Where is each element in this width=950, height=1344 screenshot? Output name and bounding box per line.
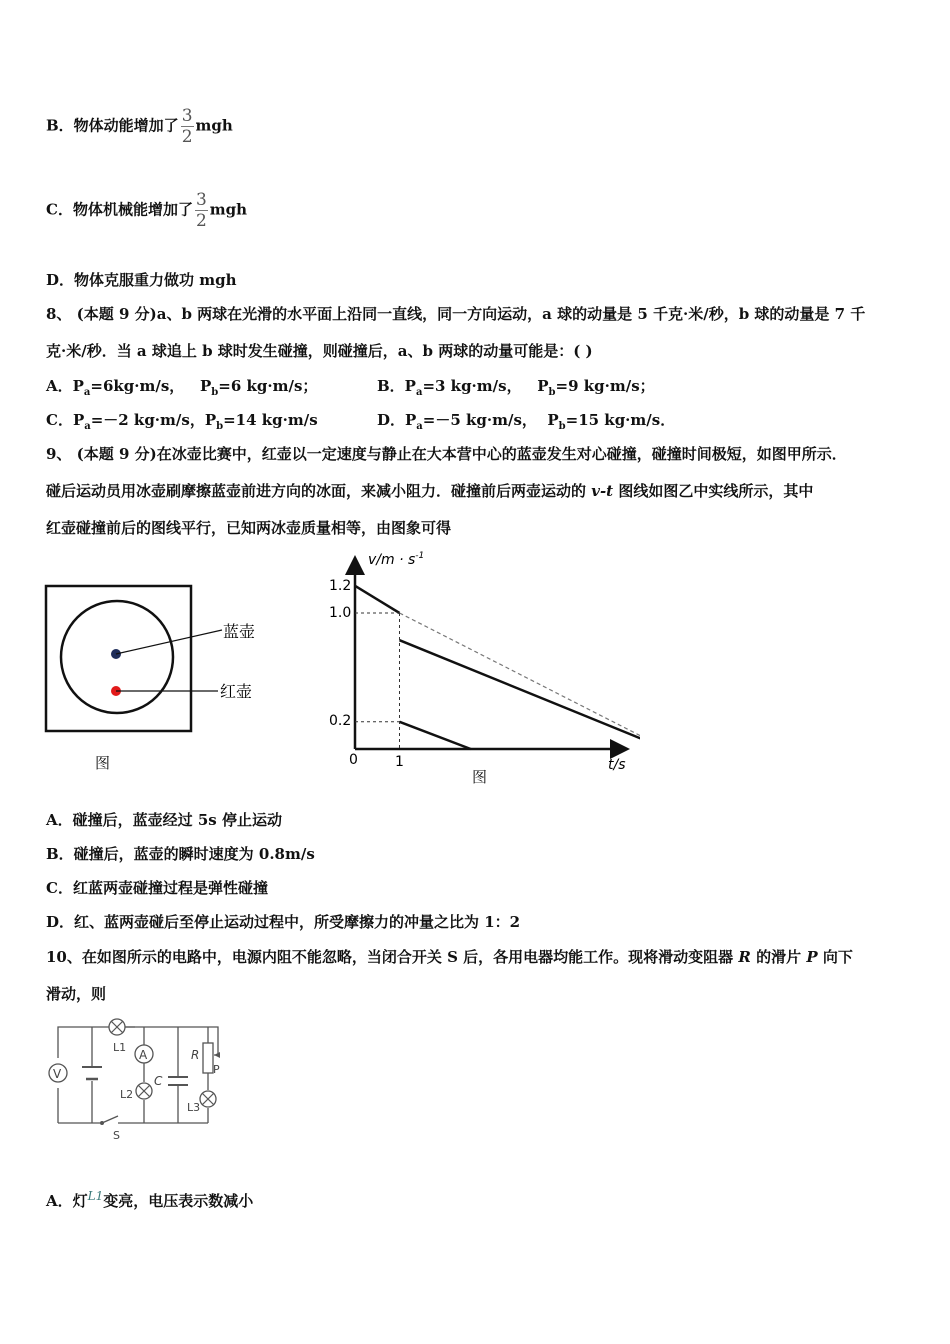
opt-text: =14 kg·m/s (223, 411, 318, 429)
frac-den: 2 (181, 127, 193, 147)
house-frame (46, 586, 191, 731)
series-line-1 (400, 640, 641, 749)
figure2-caption: 图 (472, 768, 488, 786)
slider-label: P (213, 1063, 220, 1076)
q8-option-d (377, 410, 675, 437)
stem-text: 图线如图乙中实线所示，其中 (613, 482, 814, 500)
rheostat-label: R (191, 1048, 200, 1062)
q8-option-b (377, 376, 655, 403)
q9-option-a: A．碰撞后，蓝壶经过 5s 停止运动 (46, 811, 282, 829)
opt-text: =15 kg·m/s． (565, 411, 676, 429)
q9-stem-line2 (46, 481, 813, 501)
subscript: b (558, 421, 566, 432)
q8-stem-line2: 克·米/秒．当 a 球追上 b 球时发生碰撞，则碰撞后，a、b 两球的动量可能是：( ) (46, 342, 593, 360)
q10-stem-line2: 滑动，则 (46, 985, 107, 1003)
series-line-3 (400, 613, 641, 749)
q9-option-d: D．红、蓝两壶碰后至停止运动过程中，所受摩擦力的冲量之比为 1：2 (46, 913, 521, 931)
opt-text: A．灯 (46, 1192, 88, 1210)
y-tick-1-2: 1.2 (329, 578, 352, 594)
frac-num: 3 (195, 190, 207, 210)
lamp-l1-label: L1 (113, 1041, 127, 1054)
q7-option-b (46, 106, 233, 147)
stem-italic: R (738, 948, 751, 966)
lamp-l2-icon (136, 1083, 152, 1099)
y-axis-label-text: v/m · s (368, 552, 416, 568)
stem-text: 的滑片 (750, 948, 807, 966)
x-tick-0: 0 (349, 752, 358, 768)
voltmeter-label: V (53, 1067, 62, 1081)
q8-option-c (46, 410, 318, 437)
opt-text: B．P (377, 377, 416, 395)
stem-text: 10、在如图所示的电路中，电源内阻不能忽略，当闭合开关 S 后，各用电器均能工作。现将滑动变阻器 (46, 948, 739, 966)
subscript: a (84, 421, 91, 432)
series-line-2 (400, 722, 471, 749)
stem-italic: P (806, 948, 818, 966)
capacitor-label: C (154, 1074, 163, 1088)
q7-option-b-text: B．物体动能增加了 (46, 116, 179, 135)
opt-text: 变亮，电压表示数减小 (103, 1192, 254, 1210)
lamp-l1-icon (109, 1019, 125, 1035)
q9-stem-line1: 9、 (本题 9 分)在冰壶比赛中，红壶以一定速度与静止在大本营中心的蓝壶发生对心碰撞，碰撞时间极短，如图甲所示． (46, 445, 847, 463)
frac-den: 2 (195, 211, 207, 231)
stem-text: 向下 (817, 948, 853, 966)
y-tick-1-0: 1.0 (329, 605, 352, 621)
series-line-0 (355, 586, 400, 613)
red-stone-label: 红壶 (220, 682, 253, 701)
frac-num: 3 (181, 106, 193, 126)
ammeter-label: A (139, 1048, 148, 1062)
q8-option-a (46, 376, 317, 403)
lamp-l3-label: L3 (187, 1101, 201, 1114)
x-axis-label: t/s (608, 757, 626, 773)
switch-label: S (113, 1129, 120, 1142)
subscript: b (216, 421, 224, 432)
q9-option-b: B．碰撞后，蓝壶的瞬时速度为 0.8m/s (46, 845, 315, 863)
opt-text: =3 kg·m/s， P (422, 377, 549, 395)
q9-option-c: C．红蓝两壶碰撞过程是弹性碰撞 (46, 879, 268, 897)
lamp-l3-icon (200, 1091, 216, 1107)
subscript: a (416, 421, 423, 432)
opt-text: A．P (46, 377, 84, 395)
vt-graph (320, 548, 640, 778)
q10-option-a (46, 1186, 253, 1211)
x-tick-1: 1 (395, 754, 404, 770)
opt-text: C．P (46, 411, 85, 429)
q7-option-c (46, 190, 247, 231)
curling-house-figure (40, 580, 280, 740)
opt-text: =－5 kg·m/s， P (422, 411, 559, 429)
opt-text: =9 kg·m/s； (555, 377, 655, 395)
stem-text: 碰后运动员用冰壶刷摩擦蓝壶前进方向的冰面，来减小阻力．碰撞前后两壶运动的 (46, 482, 592, 500)
y-axis-label (368, 551, 424, 568)
y-tick-0-2: 0.2 (329, 713, 352, 729)
blue-stone-label: 蓝壶 (223, 622, 256, 641)
q7-option-c-unit: mgh (209, 200, 248, 219)
opt-text: D．P (377, 411, 417, 429)
subscript: b (211, 387, 219, 398)
opt-text: =6kg·m/s， P (90, 377, 212, 395)
subscript: b (548, 387, 556, 398)
slider-arrow (214, 1052, 220, 1058)
fraction-3-2 (195, 190, 208, 231)
q8-stem-line1: 8、 (本题 9 分)a、b 两球在光滑的水平面上沿同一直线，同一方向运动，a 球的动量是 5 千克·米/秒，b 球的动量是 7 千 (46, 305, 866, 323)
q7-option-c-text: C．物体机械能增加了 (46, 200, 193, 219)
rheostat (203, 1043, 213, 1073)
stem-italic: v-t (591, 482, 614, 500)
opt-text: =－2 kg·m/s，P (90, 411, 217, 429)
y-axis-label-sup: -1 (415, 551, 425, 561)
q9-stem-line3: 红壶碰撞前后的图线平行，已知两冰壶质量相等，由图象可得 (46, 519, 452, 537)
q7-option-d: D．物体克服重力做功 mgh (46, 271, 237, 289)
figure1-caption: 图 (95, 754, 111, 772)
subscript: a (83, 387, 91, 398)
subscript: a (415, 387, 423, 398)
q10-stem-line1 (46, 947, 853, 967)
switch-blade (102, 1116, 118, 1123)
circuit-diagram (40, 1015, 240, 1145)
lamp-symbol: L1 (87, 1189, 104, 1203)
opt-text: =6 kg·m/s； (218, 377, 318, 395)
q7-option-b-unit: mgh (195, 116, 233, 135)
fraction-3-2 (181, 106, 194, 147)
lamp-l2-label: L2 (120, 1088, 134, 1101)
